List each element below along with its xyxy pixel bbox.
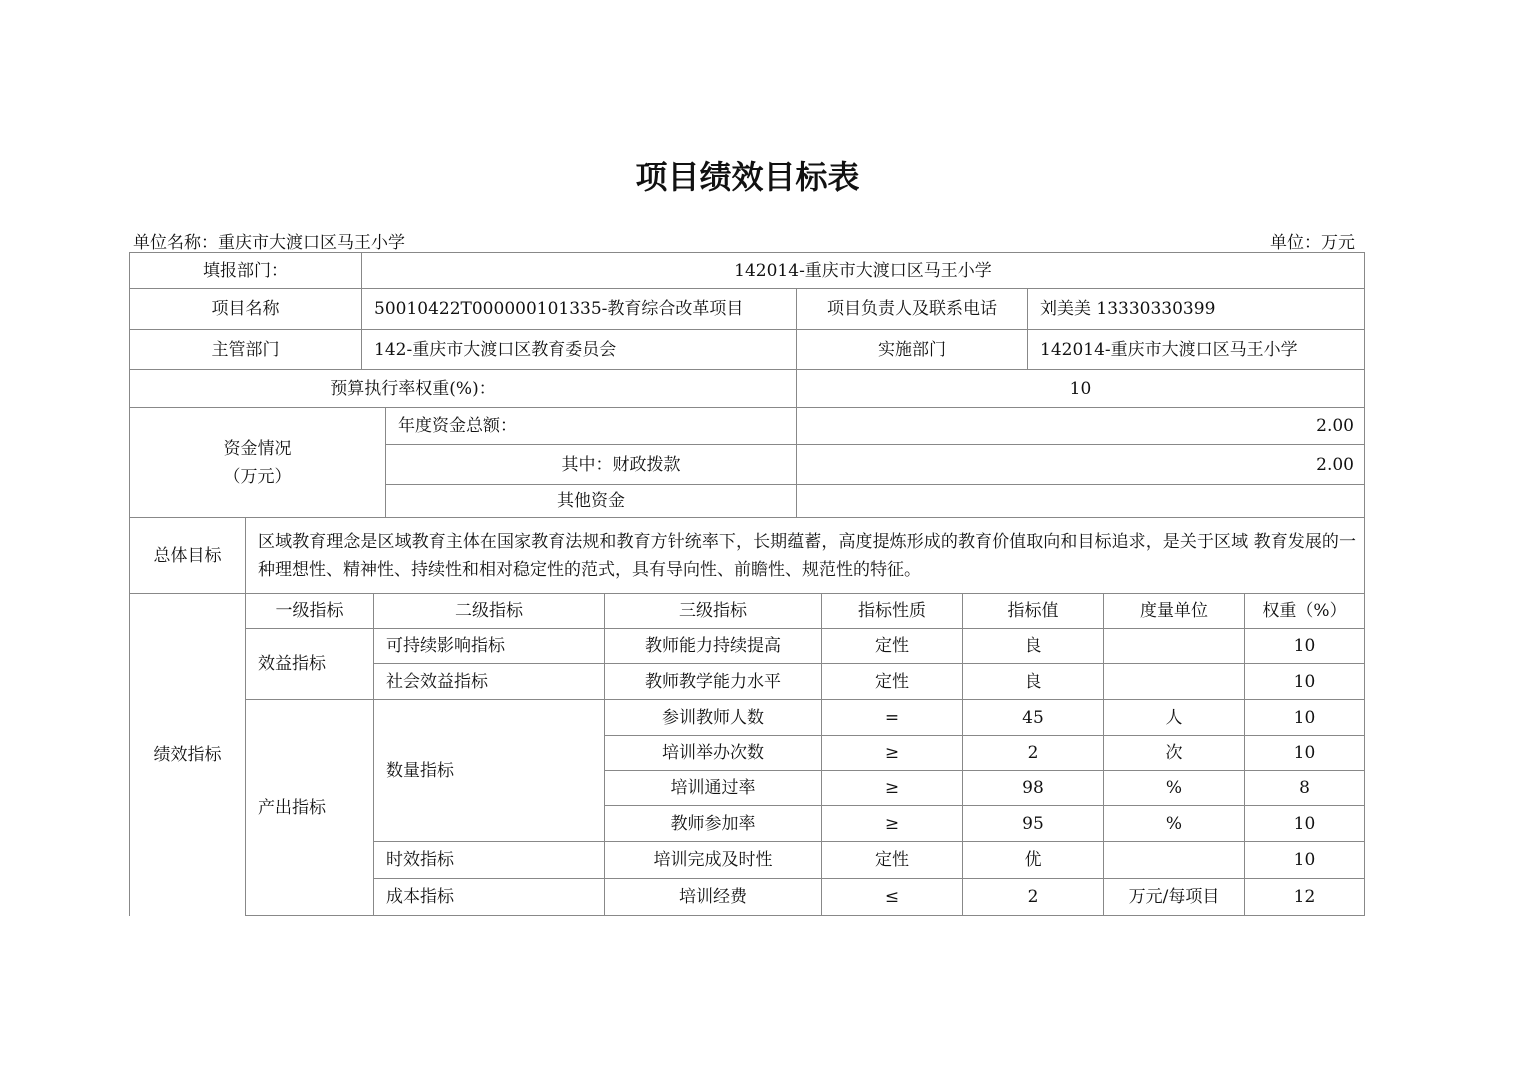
- perf-label: 绩效指标: [129, 593, 246, 916]
- level2-cell: 可持续影响指标: [373, 628, 605, 664]
- weight-cell: 10: [1244, 805, 1365, 842]
- supervisor-label: 主管部门: [129, 329, 362, 370]
- goal-text: 区域教育理念是区域教育主体在国家教育法规和教育方针统率下，长期蕴蓄，高度提炼形成的教育价值取向和目标追求，是关于区域 教育发展的一种理想性、精神性、持续性和相对稳定性的范式，具有导向性、前瞻性、规范性的特征。: [245, 517, 1365, 594]
- nature-cell: ≤: [821, 878, 963, 916]
- weight-cell: 8: [1244, 770, 1365, 806]
- unit-cell: 人: [1103, 699, 1245, 736]
- nature-cell: =: [821, 699, 963, 736]
- nature-cell: ≥: [821, 735, 963, 771]
- unit-cell: %: [1103, 805, 1245, 842]
- level2-cell: 社会效益指标: [373, 663, 605, 700]
- project-name-value: 50010422T000000101335-教育综合改革项目: [361, 288, 797, 330]
- header-cell: 二级指标: [373, 593, 605, 629]
- weight-cell: 10: [1244, 735, 1365, 771]
- weight-cell: 10: [1244, 841, 1365, 879]
- level3-cell: 培训举办次数: [604, 735, 822, 771]
- header-cell: 指标性质: [821, 593, 963, 629]
- total-funds-value: 2.00: [796, 407, 1365, 445]
- reporting-dept-value: 142014-重庆市大渡口区马王小学: [361, 252, 1365, 289]
- unit-cell: [1103, 841, 1245, 879]
- nature-cell: ≥: [821, 805, 963, 842]
- weight-cell: 10: [1244, 699, 1365, 736]
- nature-cell: 定性: [821, 628, 963, 664]
- value-cell: 45: [962, 699, 1104, 736]
- value-cell: 优: [962, 841, 1104, 879]
- fiscal-funds-label: 其中：财政拨款: [385, 444, 797, 485]
- level2-cell: 成本指标: [373, 878, 605, 916]
- header-cell: 权重（%）: [1244, 593, 1365, 629]
- level2-cell: 时效指标: [373, 841, 605, 879]
- value-cell: 2: [962, 878, 1104, 916]
- level3-cell: 教师参加率: [604, 805, 822, 842]
- unit-cell: [1103, 628, 1245, 664]
- header-cell: 一级指标: [245, 593, 374, 629]
- unit-cell: 万元/每项目: [1103, 878, 1245, 916]
- reporting-dept-label: 填报部门：: [129, 252, 362, 289]
- budget-weight-label: 预算执行率权重(%)：: [129, 369, 797, 408]
- contact-value: 刘美美 13330330399: [1027, 288, 1365, 330]
- level3-cell: 培训完成及时性: [604, 841, 822, 879]
- other-funds-label: 其他资金: [385, 484, 797, 518]
- impl-value: 142014-重庆市大渡口区马王小学: [1027, 329, 1365, 370]
- value-cell: 良: [962, 628, 1104, 664]
- impl-label: 实施部门: [796, 329, 1028, 370]
- level3-cell: 教师能力持续提高: [604, 628, 822, 664]
- funds-label: [129, 407, 386, 518]
- page-title: 项目绩效目标表: [635, 158, 860, 196]
- header-cell: 指标值: [962, 593, 1104, 629]
- project-name-label: 项目名称: [129, 288, 362, 330]
- value-cell: 98: [962, 770, 1104, 806]
- funds-label-line2: （万元）: [223, 466, 292, 487]
- level3-cell: 教师教学能力水平: [604, 663, 822, 700]
- level2-cell: 数量指标: [373, 699, 605, 842]
- goal-label: 总体目标: [129, 517, 246, 594]
- unit-cell: [1103, 663, 1245, 700]
- header-cell: 度量单位: [1103, 593, 1245, 629]
- value-cell: 95: [962, 805, 1104, 842]
- unit-cell: 次: [1103, 735, 1245, 771]
- nature-cell: 定性: [821, 841, 963, 879]
- level1-cell: 产出指标: [245, 699, 374, 916]
- nature-cell: 定性: [821, 663, 963, 700]
- unit-cell: %: [1103, 770, 1245, 806]
- level1-cell: 效益指标: [245, 628, 374, 700]
- level3-cell: 培训经费: [604, 878, 822, 916]
- level3-cell: 参训教师人数: [604, 699, 822, 736]
- weight-cell: 10: [1244, 663, 1365, 700]
- header-cell: 三级指标: [604, 593, 822, 629]
- funds-label-line1: 资金情况: [223, 438, 292, 459]
- value-cell: 良: [962, 663, 1104, 700]
- level3-cell: 培训通过率: [604, 770, 822, 806]
- nature-cell: ≥: [821, 770, 963, 806]
- other-funds-value: [796, 484, 1365, 518]
- weight-cell: 12: [1244, 878, 1365, 916]
- value-cell: 2: [962, 735, 1104, 771]
- total-funds-label: 年度资金总额：: [385, 407, 797, 445]
- supervisor-value: 142-重庆市大渡口区教育委员会: [361, 329, 797, 370]
- unit-name: 单位名称：重庆市大渡口区马王小学: [133, 233, 405, 253]
- weight-cell: 10: [1244, 628, 1365, 664]
- unit-label: 单位：万元: [1270, 233, 1355, 253]
- fiscal-funds-value: 2.00: [796, 444, 1365, 485]
- contact-label: 项目负责人及联系电话: [796, 288, 1028, 330]
- budget-weight-value: 10: [796, 369, 1365, 408]
